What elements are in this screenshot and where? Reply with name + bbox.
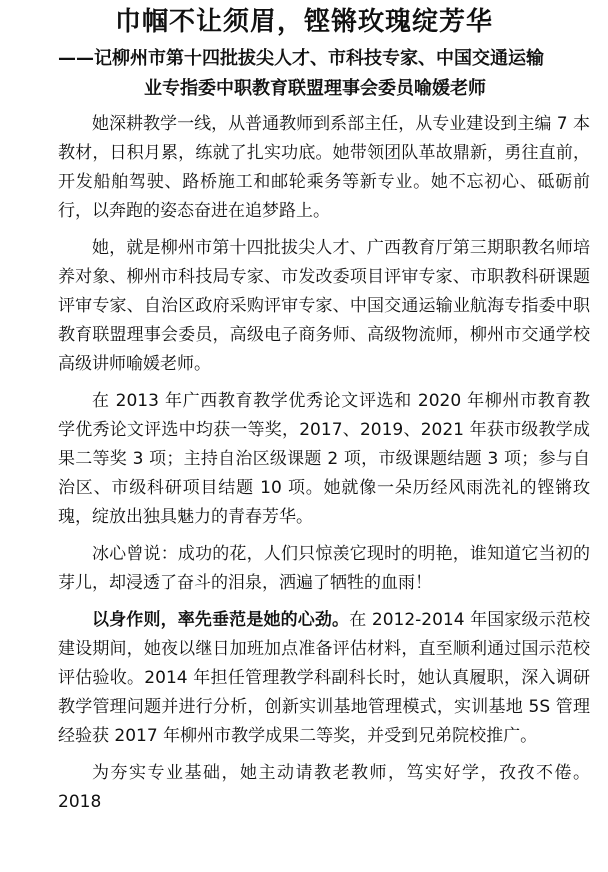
article-subtitle [0,44,608,104]
paragraph-5-lead: 以身作则，率先垂范是她的心劲。 [92,610,350,630]
subtitle-line-1: ——记柳州市第十四批拔尖人才、市科技专家、中国交通运输 [58,48,544,69]
paragraph-4: 冰心曾说：成功的花，人们只惊羡它现时的明艳，谁知道它当初的芽儿，却浸透了奋斗的泪泉，洒遍了牺牲的血雨！ [58,544,590,593]
subtitle-line-2: 业专指委中职教育联盟理事会委员喻媛老师 [144,78,486,99]
paragraph-5-text: 在 2012-2014 年国家级示范校建设期间，她夜以继日加班加点准备评估材料，直至顺利通过国示范校评估验收。2014 年担任管理教学科副科长时，她认真履职，深入调研教学管理问题并进行分析，创新实训基地管理模式，实训基地 5S 管理经验获 2017 年柳州市教学成果二等奖，并受到兄弟院校推广。 [58,610,590,746]
paragraph-6: 为夯实专业基础，她主动请教老教师，笃实好学，孜孜不倦。2018 [58,763,590,812]
paragraph-1: 她深耕教学一线，从普通教师到系部主任，从专业建设到主编 7 本教材，日积月累，练就了扎实功底。她带领团队革故鼎新，勇往直前，开发船舶驾驶、路桥施工和邮轮乘务等新专业。她不忘初心、砥砺前行，以奔跑的姿态奋进在追梦路上。 [58,114,590,221]
paragraph-2: 她，就是柳州市第十四批拔尖人才、广西教育厅第三期职教名师培养对象、柳州市科技局专家、市发改委项目评审专家、市职教科研课题评审专家、自治区政府采购评审专家、中国交通运输业航海专指委中职教育联盟理事会委员，高级电子商务师、高级物流师，柳州市交通学校高级讲师喻媛老师。 [58,238,590,374]
article-body [0,110,608,817]
article-title: 巾帼不让须眉，铿锵玫瑰绽芳华 [114,7,493,37]
paragraph-3: 在 2013 年广西教育教学优秀论文评选和 2020 年柳州市教育教学优秀论文评选中均获一等奖，2017、2019、2021 年获市级教学成果二等奖 3 项；主持自治区级课题 2 项，市级课题结题 3 项；参与自治区、市级科研项目结题 10 项。她就像一朵历经风雨洗礼的铿锵玫瑰，绽放出独具魅力的青春芳华。 [58,391,590,527]
paragraph-5 [58,606,590,751]
